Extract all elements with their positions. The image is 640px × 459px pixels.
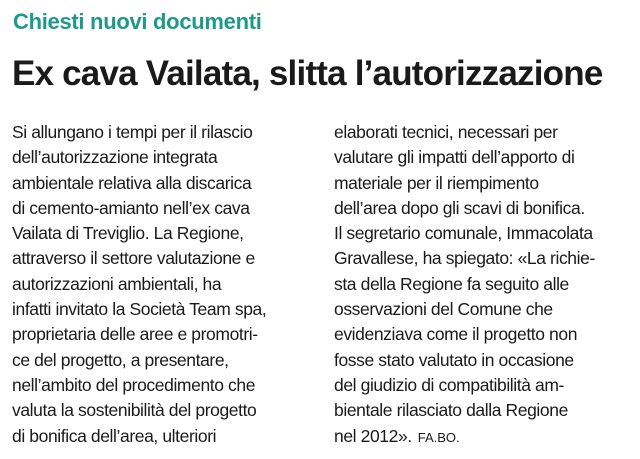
body-line: ambientale relativa alla discarica [12, 172, 252, 193]
body-line: sta della Regione fa seguito alle [334, 273, 569, 294]
body-line: Vailata di Treviglio. La Regione, [12, 223, 244, 244]
body-line: valuta la sostenibilità del progetto [12, 400, 257, 421]
body-line: materiale per il riempimento [334, 172, 539, 193]
body-line: di bonifica dell’area, ulteriori [12, 425, 217, 446]
body-line: del giudizio di compatibilità am- [334, 374, 564, 395]
article-column-left [12, 120, 322, 449]
article-kicker: Chiesti nuovi documenti [13, 9, 262, 34]
body-line: osservazioni del Comune che [334, 299, 553, 320]
body-line: Il segretario comunale, Immacolata [334, 223, 593, 244]
article-headline: Ex cava Vailata, slitta l’autorizzazione [12, 54, 603, 93]
body-line: elaborati tecnici, necessari per [334, 122, 558, 142]
author-signature: FA.BO. [417, 429, 460, 445]
body-line: Gravallese, ha spiegato: «La richie- [334, 248, 595, 269]
article-column-right [334, 120, 634, 450]
body-line: evidenziava come il progetto non [334, 324, 578, 345]
body-line: di cemento-amianto nell’ex cava [12, 197, 250, 218]
body-line: ce del progetto, a presentare, [12, 349, 229, 370]
body-line: bientale rilasciato dalla Regione [334, 400, 568, 421]
body-line: attraverso il settore valutazione e [12, 248, 255, 269]
body-line: dell’area dopo gli scavi di bonifica. [334, 197, 585, 218]
body-line: proprietaria delle aree e promotri- [12, 324, 258, 345]
body-line: dell’autorizzazione integrata [12, 147, 218, 168]
body-line: valutare gli impatti dell’apporto di [334, 147, 575, 168]
body-line: Si allungano i tempi per il rilascio [12, 122, 253, 142]
body-last-line [334, 424, 634, 450]
body-line: infatti invitato la Società Team spa, [12, 299, 267, 320]
body-line: nell’ambito del procedimento che [12, 374, 256, 395]
body-line: fosse stato valutato in occasione [334, 349, 574, 370]
body-last-line-text: nel 2012». [334, 425, 412, 446]
body-line: autorizzazioni ambientali, ha [12, 273, 222, 294]
